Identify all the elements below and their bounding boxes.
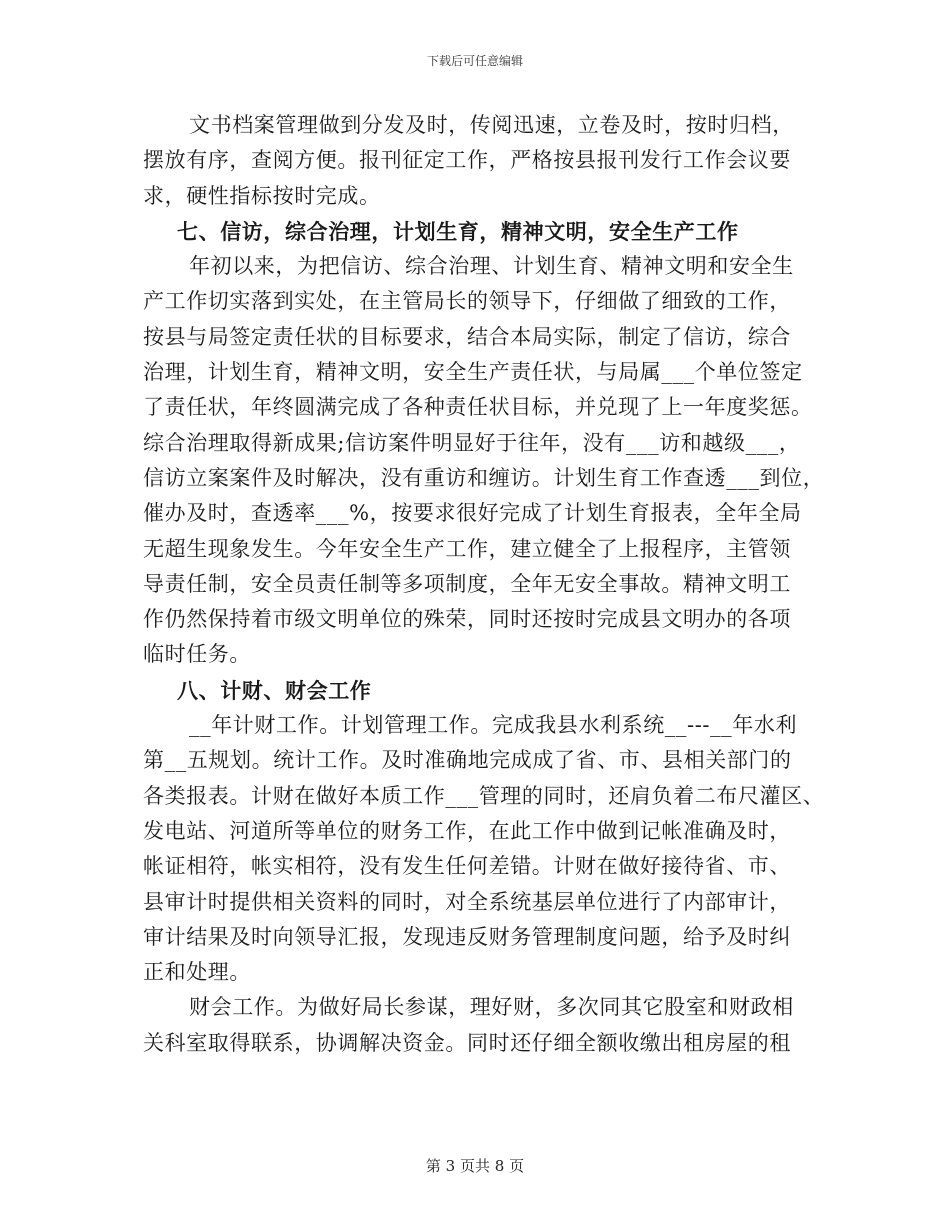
text-line: 正和处理。 bbox=[143, 960, 251, 985]
text-line: 了责任状，年终圆满完成了各种责任状目标，并兑现了上一年度奖惩。 bbox=[143, 395, 813, 420]
text-line: 信访立案案件及时解决，没有重访和缠访。计划生育工作查透___到位， bbox=[143, 465, 825, 490]
text-line: 财会工作。为做好局长参谋，理好财，多次同其它股室和财政相 bbox=[189, 995, 794, 1020]
text-line: __年计财工作。计划管理工作。完成我县水利系统__---__年水利 bbox=[189, 713, 798, 738]
page-header: 下载后可任意编辑 bbox=[426, 54, 523, 68]
text-line: 导责任制，安全员责任制等多项制度，全年无安全事故。精神文明工 bbox=[143, 571, 791, 596]
section-heading: 八、计财、财会工作 bbox=[177, 677, 372, 703]
text-line: 综合治理取得新成果;信访案件明显好于往年，没有___访和越级___， bbox=[143, 430, 801, 455]
text-line: 无超生现象发生。今年安全生产工作，建立健全了上报程序，主管领 bbox=[143, 536, 791, 561]
text-line: 作仍然保持着市级文明单位的殊荣，同时还按时完成县文明办的各项 bbox=[143, 607, 791, 632]
text-line: 治理，计划生育，精神文明，安全生产责任状，与局属___个单位签定 bbox=[143, 360, 803, 385]
text-line: 临时任务。 bbox=[143, 642, 251, 667]
section-heading: 七、信访，综合治理，计划生育，精神文明，安全生产工作 bbox=[177, 218, 739, 244]
text-line: 各类报表。计财在做好本质工作___管理的同时，还肩负着二布尺灌区、 bbox=[143, 783, 825, 808]
text-line: 帐证相符，帐实相符，没有发生任何差错。计财在做好接待省、市、 bbox=[143, 854, 791, 879]
document-body bbox=[143, 108, 825, 1061]
page-footer: 第 3 页共 8 页 bbox=[425, 1157, 525, 1175]
text-line: 求，硬性指标按时完成。 bbox=[143, 183, 381, 208]
text-line: 摆放有序，查阅方便。报刊征定工作，严格按县报刊发行工作会议要 bbox=[143, 148, 791, 173]
text-line: 按县与局签定责任状的目标要求，结合本局实际，制定了信访，综合 bbox=[143, 324, 791, 349]
text-line: 发电站、河道所等单位的财务工作，在此工作中做到记帐准确及时， bbox=[143, 818, 791, 843]
text-line: 第__五规划。统计工作。及时准确地完成成了省、市、县相关部门的 bbox=[143, 748, 792, 773]
text-line: 县审计时提供相关资料的同时，对全系统基层单位进行了内部审计， bbox=[143, 889, 791, 914]
text-line: 关科室取得联系，协调解决资金。同时还仔细全额收缴出租房屋的租 bbox=[143, 1030, 791, 1055]
text-line: 年初以来，为把信访、综合治理、计划生育、精神文明和安全生 bbox=[189, 254, 794, 279]
text-line: 催办及时，查透率___%，按要求很好完成了计划生育报表，全年全局 bbox=[143, 501, 802, 526]
text-line: 文书档案管理做到分发及时，传阅迅速，立卷及时，按时归档， bbox=[189, 113, 794, 137]
text-line: 审计结果及时向领导汇报，发现违反财务管理制度问题，给予及时纠 bbox=[143, 924, 791, 949]
text-line: 产工作切实落到实处，在主管局长的领导下，仔细做了细致的工作， bbox=[143, 289, 791, 314]
